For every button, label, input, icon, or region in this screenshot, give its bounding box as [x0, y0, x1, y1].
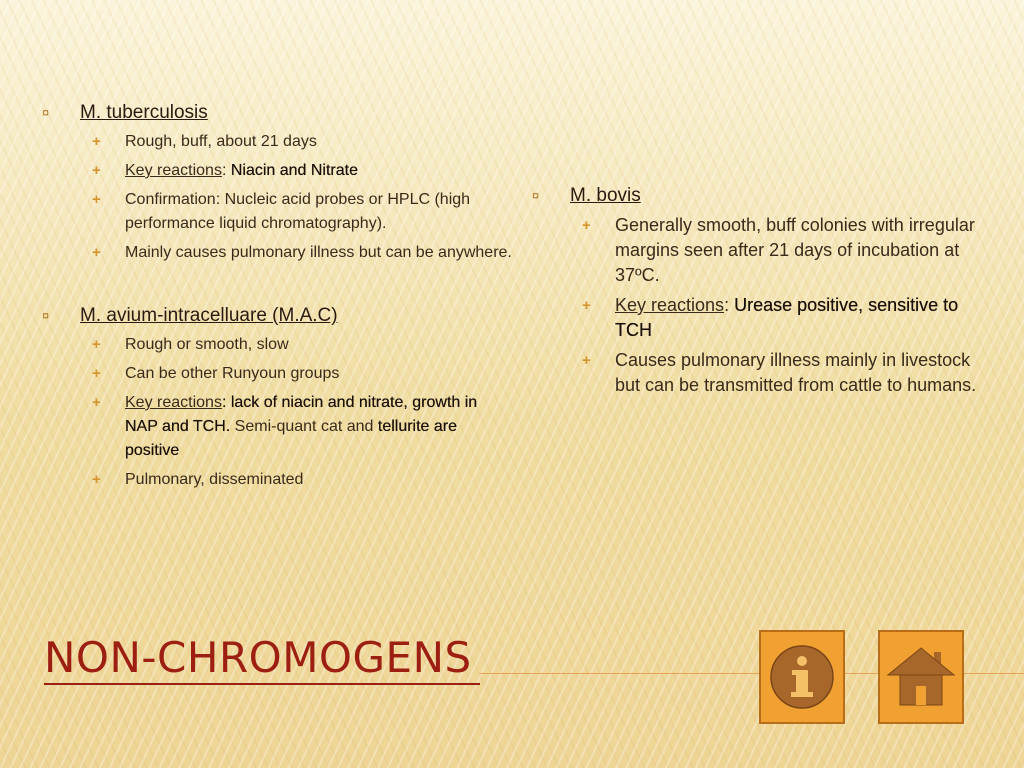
text-segment: :: [221, 162, 231, 179]
plus-icon: +: [92, 471, 101, 488]
plus-icon: +: [92, 133, 101, 150]
sub-bullet-item: [92, 362, 512, 386]
sub-bullet-item: [92, 159, 512, 183]
plus-icon: +: [92, 336, 101, 353]
sub-bullet-text: [125, 241, 512, 265]
bullet-heading: [532, 183, 987, 209]
info-icon: [769, 644, 835, 710]
bullet-heading: [42, 100, 512, 126]
text-segment: Can be other Runyoun groups: [125, 365, 340, 382]
plus-icon: +: [582, 297, 591, 314]
text-segment: :: [724, 295, 735, 315]
plus-icon: +: [92, 365, 101, 382]
bullet-heading-text: M. tuberculosis: [80, 102, 208, 123]
sub-bullet-item: [582, 213, 987, 288]
key-reactions-label: Key reactions: [125, 162, 222, 179]
left-column: [42, 100, 512, 530]
plus-icon: +: [92, 244, 101, 261]
bullet-group: [42, 100, 512, 265]
plus-icon: +: [92, 191, 101, 208]
sub-bullet-list: [42, 333, 512, 492]
bullet-icon: ¤: [42, 105, 50, 120]
key-reactions-label: Key reactions: [615, 295, 725, 315]
sub-bullet-item: [92, 188, 512, 236]
sub-bullet-text: [615, 213, 987, 288]
sub-bullet-text: [125, 130, 317, 154]
sub-bullet-text: [125, 391, 512, 463]
key-reaction-text: Niacin and Nitrate: [230, 162, 358, 179]
info-button[interactable]: [759, 630, 845, 724]
text-segment: Causes pulmonary illness mainly in livestock but can be transmitted from cattle to humans.: [615, 350, 977, 395]
bullet-heading-text: M. bovis: [570, 185, 641, 206]
sub-bullet-item: [92, 333, 512, 357]
sub-bullet-list: [532, 213, 987, 398]
sub-bullet-text: [125, 333, 289, 357]
text-segment: Rough, buff, about 21 days: [125, 133, 317, 150]
key-reaction-text: Urease positive, sensitive to TCH: [615, 295, 959, 340]
text-segment: Pulmonary, disseminated: [125, 471, 304, 488]
bullet-heading-text: M. avium-intracelluare (M.A.C): [80, 305, 338, 326]
right-column: [532, 183, 987, 436]
sub-bullet-item: [92, 241, 512, 265]
plus-icon: +: [92, 162, 101, 179]
home-button[interactable]: [878, 630, 964, 724]
plus-icon: +: [582, 352, 591, 369]
key-reaction-text: tellurite are positive: [125, 418, 458, 459]
sub-bullet-text: [125, 362, 339, 386]
sub-bullet-item: [92, 391, 512, 463]
sub-bullet-item: [582, 293, 987, 343]
bullet-group: [42, 303, 512, 492]
title-underline: [44, 683, 480, 685]
sub-bullet-item: [92, 130, 512, 154]
home-icon: [886, 642, 956, 712]
bullet-heading: [42, 303, 512, 329]
sub-bullet-text: [125, 188, 512, 236]
key-reaction-text: : lack of niacin and nitrate, growth in NAP and TCH.: [125, 394, 478, 435]
bullet-icon: ¤: [532, 188, 540, 203]
text-segment: Mainly causes pulmonary illness but can be anywhere.: [125, 244, 512, 261]
sub-bullet-item: [582, 348, 987, 398]
sub-bullet-text: [615, 348, 987, 398]
bullet-group: [532, 183, 987, 398]
text-segment: Generally smooth, buff colonies with irregular margins seen after 21 days of incubation at 37ºC.: [615, 215, 975, 285]
text-segment: Confirmation: Nucleic acid probes or HPLC (high performance liquid chromatography).: [125, 191, 471, 232]
text-segment: Semi-quant cat and: [230, 418, 378, 435]
sub-bullet-item: [92, 468, 512, 492]
slide-title: NON-CHROMOGENS: [44, 633, 472, 682]
text-segment: Rough or smooth, slow: [125, 336, 289, 353]
sub-bullet-text: [615, 293, 987, 343]
sub-bullet-list: [42, 130, 512, 265]
plus-icon: +: [92, 394, 101, 411]
bullet-icon: ¤: [42, 308, 50, 323]
plus-icon: +: [582, 217, 591, 234]
key-reactions-label: Key reactions: [125, 394, 222, 411]
sub-bullet-text: [125, 468, 303, 492]
sub-bullet-text: [125, 159, 358, 183]
